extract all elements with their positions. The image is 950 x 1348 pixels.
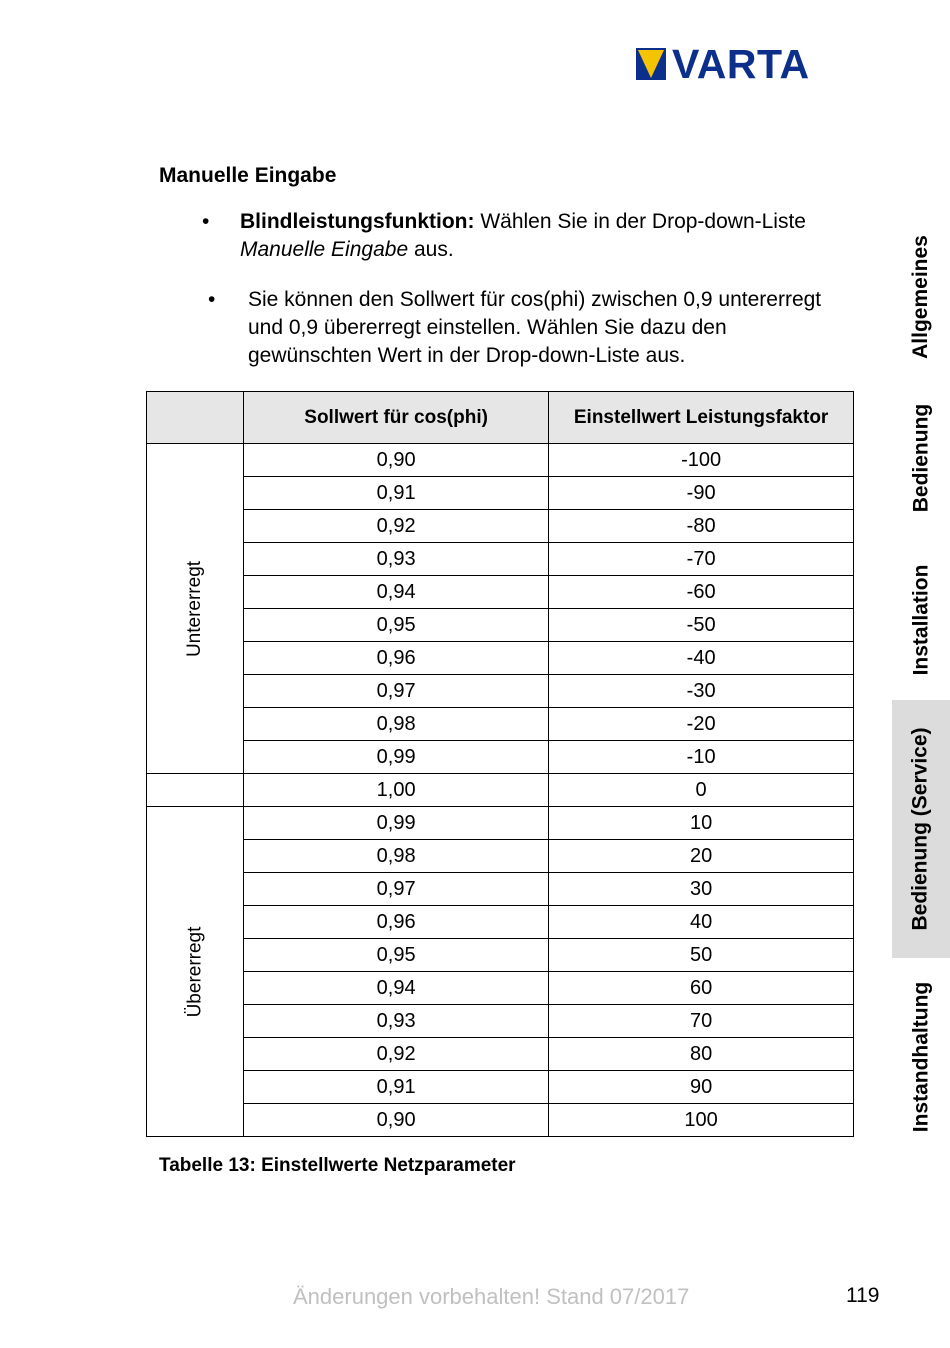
factor-cell: -80	[549, 510, 854, 543]
factor-cell: -30	[549, 675, 854, 708]
side-tab-label: Bedienung (Service)	[909, 727, 932, 931]
table-row	[147, 1005, 854, 1038]
bullet-italic-term: Manuelle Eingabe	[240, 238, 409, 261]
setpoint-cell: 0,96	[244, 642, 549, 675]
table-header-row	[147, 392, 854, 444]
table-row	[147, 576, 854, 609]
setpoint-cell: 0,92	[244, 1038, 549, 1071]
group-label: Übererregt	[184, 926, 206, 1018]
section-heading: Manuelle Eingabe	[159, 164, 337, 187]
bullet-item-setpoint	[208, 286, 838, 370]
factor-cell: 30	[549, 873, 854, 906]
setpoint-cell: 0,93	[244, 543, 549, 576]
table-row	[147, 477, 854, 510]
page-number: 119	[846, 1284, 880, 1307]
factor-cell: 70	[549, 1005, 854, 1038]
factor-cell: 50	[549, 939, 854, 972]
table-row	[147, 708, 854, 741]
setpoint-cell: 0,91	[244, 477, 549, 510]
factor-cell: 40	[549, 906, 854, 939]
factor-cell: -50	[549, 609, 854, 642]
table-row	[147, 840, 854, 873]
setpoint-cell: 0,90	[244, 444, 549, 477]
side-tab-label: Allgemeines	[909, 235, 932, 359]
side-tab-bedienung-service[interactable]	[892, 700, 950, 958]
group-label-cell	[147, 444, 244, 774]
group-label-cell	[147, 807, 244, 1137]
footer-note: Änderungen vorbehalten! Stand 07/2017	[293, 1284, 690, 1309]
factor-cell: 100	[549, 1104, 854, 1137]
table-row	[147, 510, 854, 543]
table-row	[147, 444, 854, 477]
setpoint-cell: 0,95	[244, 609, 549, 642]
side-tab-label: Installation	[909, 564, 933, 676]
varta-shield-icon	[636, 48, 666, 80]
factor-cell: -70	[549, 543, 854, 576]
table-row	[147, 1038, 854, 1071]
factor-cell: 60	[549, 972, 854, 1005]
factor-cell: -20	[549, 708, 854, 741]
factor-cell: 80	[549, 1038, 854, 1071]
side-tab-allgemeines[interactable]	[892, 222, 950, 372]
bullet-item-function	[202, 208, 830, 264]
factor-cell: -60	[549, 576, 854, 609]
table-header-empty	[147, 392, 244, 444]
setpoint-cell: 0,94	[244, 576, 549, 609]
factor-cell: 20	[549, 840, 854, 873]
group-label: Untererregt	[184, 560, 206, 658]
bullet-text-end: aus.	[408, 238, 454, 261]
setpoint-cell: 0,91	[244, 1071, 549, 1104]
table-row	[147, 1104, 854, 1137]
table-row	[147, 807, 854, 840]
side-tab-label: Instandhaltung	[909, 981, 932, 1133]
bullet-icon: •	[208, 288, 216, 311]
factor-cell: 10	[549, 807, 854, 840]
bullet-icon: •	[202, 210, 210, 233]
factor-cell: -90	[549, 477, 854, 510]
bullet-bold-term: Blindleistungsfunktion:	[240, 210, 475, 233]
factor-cell: -10	[549, 741, 854, 774]
table-row	[147, 972, 854, 1005]
table-header-setpoint: Sollwert für cos(phi)	[244, 392, 549, 444]
brand-name: VARTA	[672, 41, 810, 87]
table-row	[147, 774, 854, 807]
factor-cell: 90	[549, 1071, 854, 1104]
setpoint-cell: 1,00	[244, 774, 549, 807]
setpoint-cell: 0,96	[244, 906, 549, 939]
setpoint-cell: 0,97	[244, 873, 549, 906]
table-row	[147, 642, 854, 675]
factor-cell: 0	[549, 774, 854, 807]
factor-cell: -40	[549, 642, 854, 675]
setpoint-cell: 0,94	[244, 972, 549, 1005]
table-row	[147, 906, 854, 939]
table-row	[147, 609, 854, 642]
setpoint-cell: 0,93	[244, 1005, 549, 1038]
setpoint-cell: 0,97	[244, 675, 549, 708]
bullet-text: Sie können den Sollwert für cos(phi) zwischen 0,9 untererregt und 0,9 übererregt einstellen. Wählen Sie dazu den gewünschten Wert in der Drop-down-Liste aus.	[248, 288, 822, 367]
table-body	[147, 444, 854, 1137]
table-row	[147, 1071, 854, 1104]
table-row	[147, 675, 854, 708]
bullet-text: Wählen Sie in der Drop-down-Liste	[474, 210, 806, 233]
table-caption: Tabelle 13: Einstellwerte Netzparameter	[159, 1155, 516, 1176]
table-header-factor: Einstellwert Leistungsfaktor	[549, 392, 854, 444]
varta-logo	[636, 41, 840, 87]
side-tab-installation[interactable]	[892, 552, 950, 688]
table-row	[147, 741, 854, 774]
setpoint-cell: 0,92	[244, 510, 549, 543]
table-row	[147, 543, 854, 576]
side-tab-label: Bedienung	[909, 403, 932, 513]
factor-cell: -100	[549, 444, 854, 477]
group-label-cell-empty	[147, 774, 244, 807]
setpoint-cell: 0,90	[244, 1104, 549, 1137]
table-row	[147, 873, 854, 906]
settings-table	[146, 391, 854, 1137]
setpoint-cell: 0,99	[244, 807, 549, 840]
setpoint-cell: 0,99	[244, 741, 549, 774]
setpoint-cell: 0,98	[244, 708, 549, 741]
setpoint-cell: 0,95	[244, 939, 549, 972]
side-tab-instandhaltung[interactable]	[892, 968, 950, 1146]
table-row	[147, 939, 854, 972]
side-tab-bedienung[interactable]	[892, 390, 950, 526]
setpoint-cell: 0,98	[244, 840, 549, 873]
